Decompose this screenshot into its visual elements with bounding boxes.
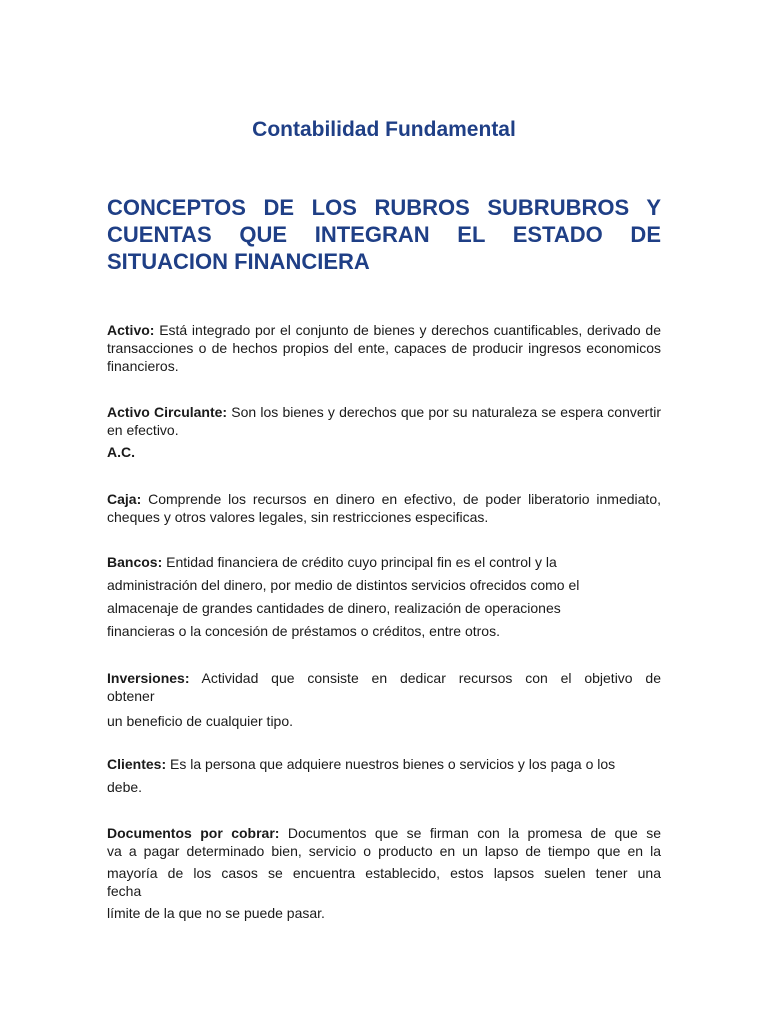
document-title: Contabilidad Fundamental <box>252 118 516 141</box>
entry-definition: Son los bienes y derechos que por su naturaleza se espera convertir en efectivo. <box>107 404 661 438</box>
abbreviation-ac: A.C. <box>107 444 135 460</box>
entry-term: Bancos: <box>107 554 163 570</box>
entry-term: Activo: <box>107 322 155 338</box>
entry-line <box>107 669 661 687</box>
entry-caja <box>107 490 661 526</box>
entry-line: almacenaje de grandes cantidades de dinero, realización de operaciones <box>107 600 561 616</box>
entry-definition: Comprende los recursos en dinero en efectivo, de poder liberatorio inmediato, cheques y otros valores legales, sin restricciones especificas. <box>107 491 661 525</box>
section-heading: CONCEPTOS DE LOS RUBROS SUBRUBROS Y CUENTAS QUE INTEGRAN EL ESTADO DE SITUACION FINANCIERA <box>107 195 661 274</box>
entry-clientes <box>107 753 661 799</box>
entry-line: obtener <box>107 688 155 704</box>
entry-line <box>107 824 661 842</box>
entry-line <box>107 753 661 776</box>
entry-definition: Es la persona que adquiere nuestros bienes o servicios y los paga o los <box>170 756 616 772</box>
entry-line: va a pagar determinado bien, servicio o producto en un lapso de tiempo que en la <box>107 843 661 859</box>
entry-line: mayoría de los casos se encuentra establecido, estos lapsos suelen tener una <box>107 865 661 881</box>
entry-line <box>107 551 661 574</box>
entry-definition: Está integrado por el conjunto de bienes y derechos cuantificables, derivado de transacciones o de hechos propios del ente, capaces de producir ingresos economicos financieros. <box>107 322 662 374</box>
entry-line: fecha <box>107 883 142 899</box>
entry-line: límite de la que no se puede pasar. <box>107 905 325 921</box>
entry-documentos-por-cobrar <box>107 824 661 922</box>
entry-line: financieras o la concesión de préstamos o créditos, entre otros. <box>107 623 500 639</box>
entry-activo-circulante <box>107 403 661 439</box>
entry-definition: Documentos que se firman con la promesa de que se <box>287 825 662 841</box>
entry-line: un beneficio de cualquier tipo. <box>107 713 294 729</box>
entry-inversiones <box>107 669 661 730</box>
entry-term: Caja: <box>107 491 142 507</box>
entry-definition: Entidad financiera de crédito cuyo principal fin es el control y la <box>166 554 557 570</box>
entry-term: Clientes: <box>107 756 167 772</box>
entry-activo <box>107 321 661 375</box>
entry-term: Inversiones: <box>107 670 190 686</box>
entry-term: Activo Circulante: <box>107 404 228 420</box>
entry-bancos <box>107 551 661 643</box>
entry-term: Documentos por cobrar: <box>107 825 280 841</box>
entry-line: debe. <box>107 779 143 795</box>
entry-line: administración del dinero, por medio de distintos servicios ofrecidos como el <box>107 577 580 593</box>
entry-definition: Actividad que consiste en dedicar recursos con el objetivo de <box>201 670 661 686</box>
